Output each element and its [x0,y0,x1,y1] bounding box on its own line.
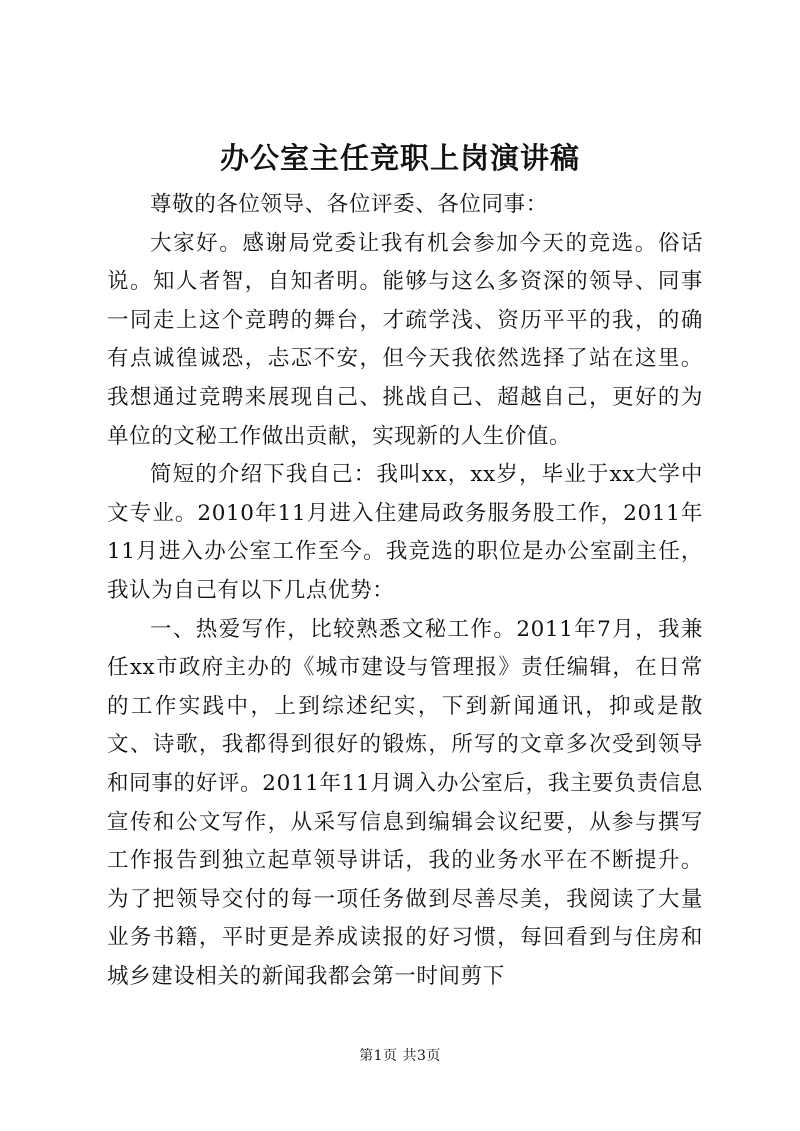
salutation-paragraph: 尊敬的各位领导、各位评委、各位同事： [150,192,548,217]
self-introduction-paragraph: 简短的介绍下我自己：我叫xx，xx岁，毕业于xx大学中文专业。2010年11月进入住建局政务服务股工作，2011年11月进入办公室工作至今。我竞选的职位是办公室副主任，我认为自己有以下几点优势： [107,462,703,603]
document-title: 办公室主任竞职上岗演讲稿 [219,141,580,175]
page-number-footer: 第1页 共3页 [359,1048,441,1064]
advantage-one-paragraph: 一、热爱写作，比较熟悉文秘工作。2011年7月，我兼任xx市政府主办的《城市建设与管理报》责任编辑，在日常的工作实践中，上到综述纪实，下到新闻通讯，抑或是散文、诗歌，我都得到很好的锻炼，所写的文章多次受到领导和同事的好评。2011年11月调入办公室后，我主要负责信息宣传和公文写作，从采写信息到编辑会议纪要，从参与撰写工作报告到独立起草领导讲话，我的业务水平在不断提升。为了把领导交付的每一项任务做到尽善尽美，我阅读了大量业务书籍，平时更是养成读报的好习惯，每回看到与住房和城乡建设相关的新闻我都会第一时间剪下 [107,616,703,989]
document-body [107,186,703,996]
greeting-paragraph: 大家好。感谢局党委让我有机会参加今天的竞选。俗话说。知人者智，自知者明。能够与这么多资深的领导、同事一同走上这个竞聘的舞台，才疏学浅、资历平平的我，的确有点诚徨诚恐，忐忑不安，但今天我依然选择了站在这里。我想通过竞聘来展现自己、挑战自己、超越自己，更好的为单位的文秘工作做出贡献，实现新的人生价值。 [107,230,703,449]
